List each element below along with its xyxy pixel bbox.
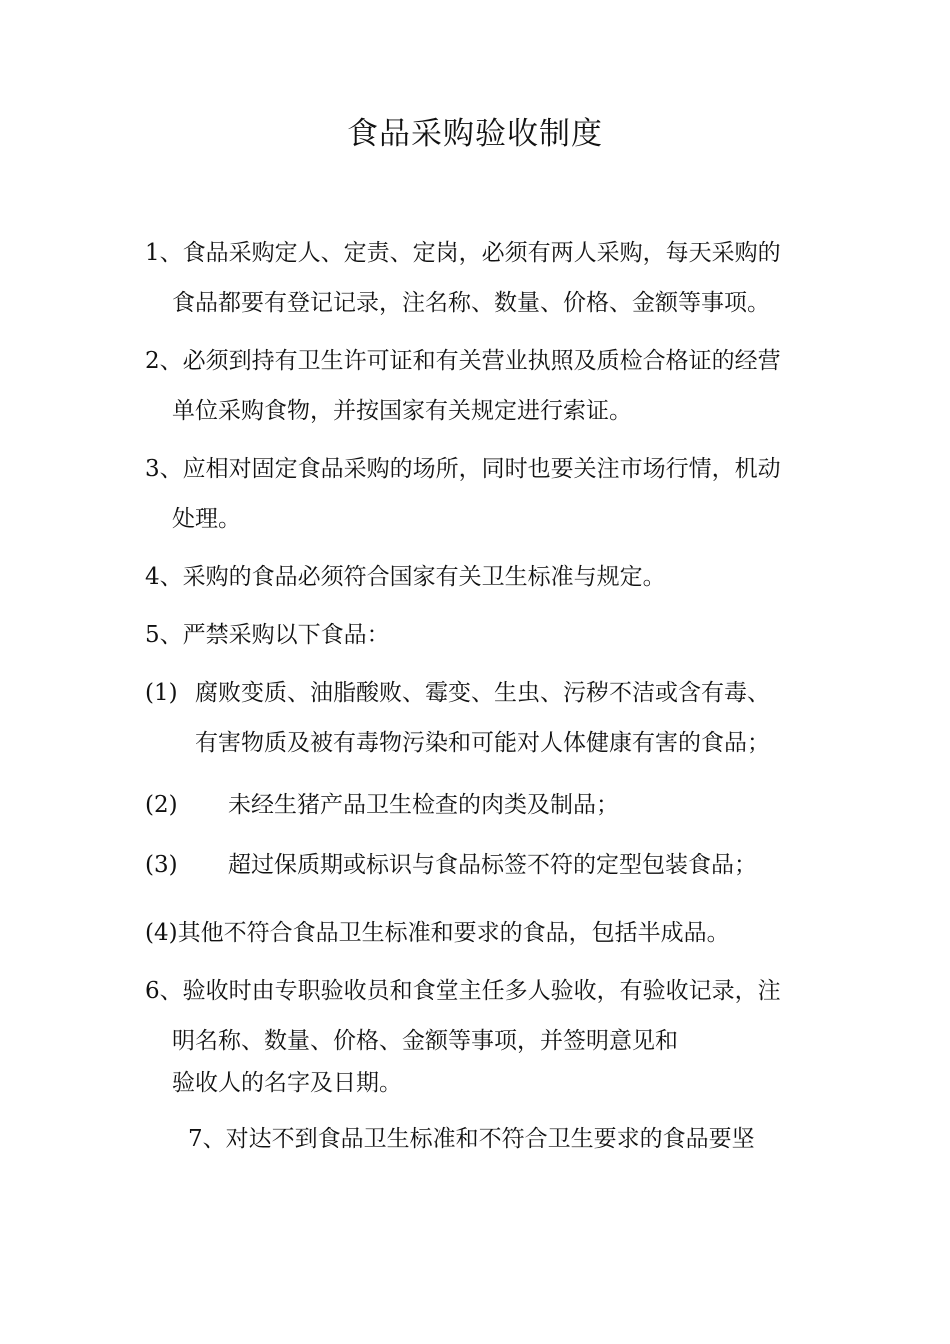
rule-7-number: 7、 bbox=[188, 1126, 226, 1152]
rule-1-line-1 bbox=[145, 237, 781, 269]
rule-2-text-1: 必须到持有卫生许可证和有关营业执照及质检合格证的经营 bbox=[182, 348, 781, 374]
rule-6-line-2: 明名称、数量、价格、金额等事项，并签明意见和 bbox=[172, 1028, 678, 1054]
rule-3-text-1: 应相对固定食品采购的场所，同时也要关注市场行情，机动 bbox=[182, 456, 781, 482]
rule-4-number: 4、 bbox=[145, 564, 183, 590]
rule-3-line-1 bbox=[145, 453, 781, 485]
rule-5-text-1: 严禁采购以下食品： bbox=[182, 622, 390, 648]
rule-2-number: 2、 bbox=[145, 348, 183, 374]
rule-4-text-1: 采购的食品必须符合国家有关卫生标准与规定。 bbox=[182, 564, 666, 590]
subitem-3-text-1: 超过保质期或标识与食品标签不符的定型包装食品； bbox=[228, 852, 757, 878]
subitem-4-line-1 bbox=[145, 917, 730, 949]
rule-2-line-1 bbox=[145, 345, 781, 377]
rule-4-line-1 bbox=[145, 561, 666, 593]
subitem-3-number: (3) bbox=[145, 852, 178, 878]
rule-6-line-3: 验收人的名字及日期。 bbox=[172, 1070, 402, 1096]
rule-2-line-2: 单位采购食物，并按国家有关规定进行索证。 bbox=[172, 398, 632, 424]
rule-5-line-1 bbox=[145, 619, 390, 651]
rule-6-text-1: 验收时由专职验收员和食堂主任多人验收，有验收记录，注 bbox=[182, 978, 781, 1004]
rule-6-line-1 bbox=[145, 975, 781, 1007]
page-title: 食品采购验收制度 bbox=[347, 116, 603, 152]
rule-6-number: 6、 bbox=[145, 978, 183, 1004]
rule-7-line-1 bbox=[188, 1123, 755, 1155]
subitem-1-number: (1) bbox=[145, 680, 178, 706]
subitem-1-text-1: 腐败变质、油脂酸败、霉变、生虫、污秽不洁或含有毒、 bbox=[195, 680, 770, 706]
subitem-4-number: (4) bbox=[145, 920, 178, 946]
rule-1-number: 1、 bbox=[145, 240, 183, 266]
subitem-1-text-2: 有害物质及被有毒物污染和可能对人体健康有害的食品； bbox=[195, 730, 770, 756]
subitem-2-number: (2) bbox=[145, 792, 178, 818]
rule-3-number: 3、 bbox=[145, 456, 183, 482]
rule-1-line-2: 食品都要有登记记录，注名称、数量、价格、金额等事项。 bbox=[172, 290, 770, 316]
rule-7-text-1: 对达不到食品卫生标准和不符合卫生要求的食品要坚 bbox=[225, 1126, 755, 1152]
subitem-4-text-1: 其他不符合食品卫生标准和要求的食品，包括半成品。 bbox=[177, 920, 730, 946]
subitem-2-text-1: 未经生猪产品卫生检查的肉类及制品； bbox=[228, 792, 619, 818]
rule-5-number: 5、 bbox=[145, 622, 183, 648]
rule-1-text-1: 食品采购定人、定责、定岗，必须有两人采购，每天采购的 bbox=[182, 240, 781, 266]
rule-3-line-2: 处理。 bbox=[172, 506, 241, 532]
